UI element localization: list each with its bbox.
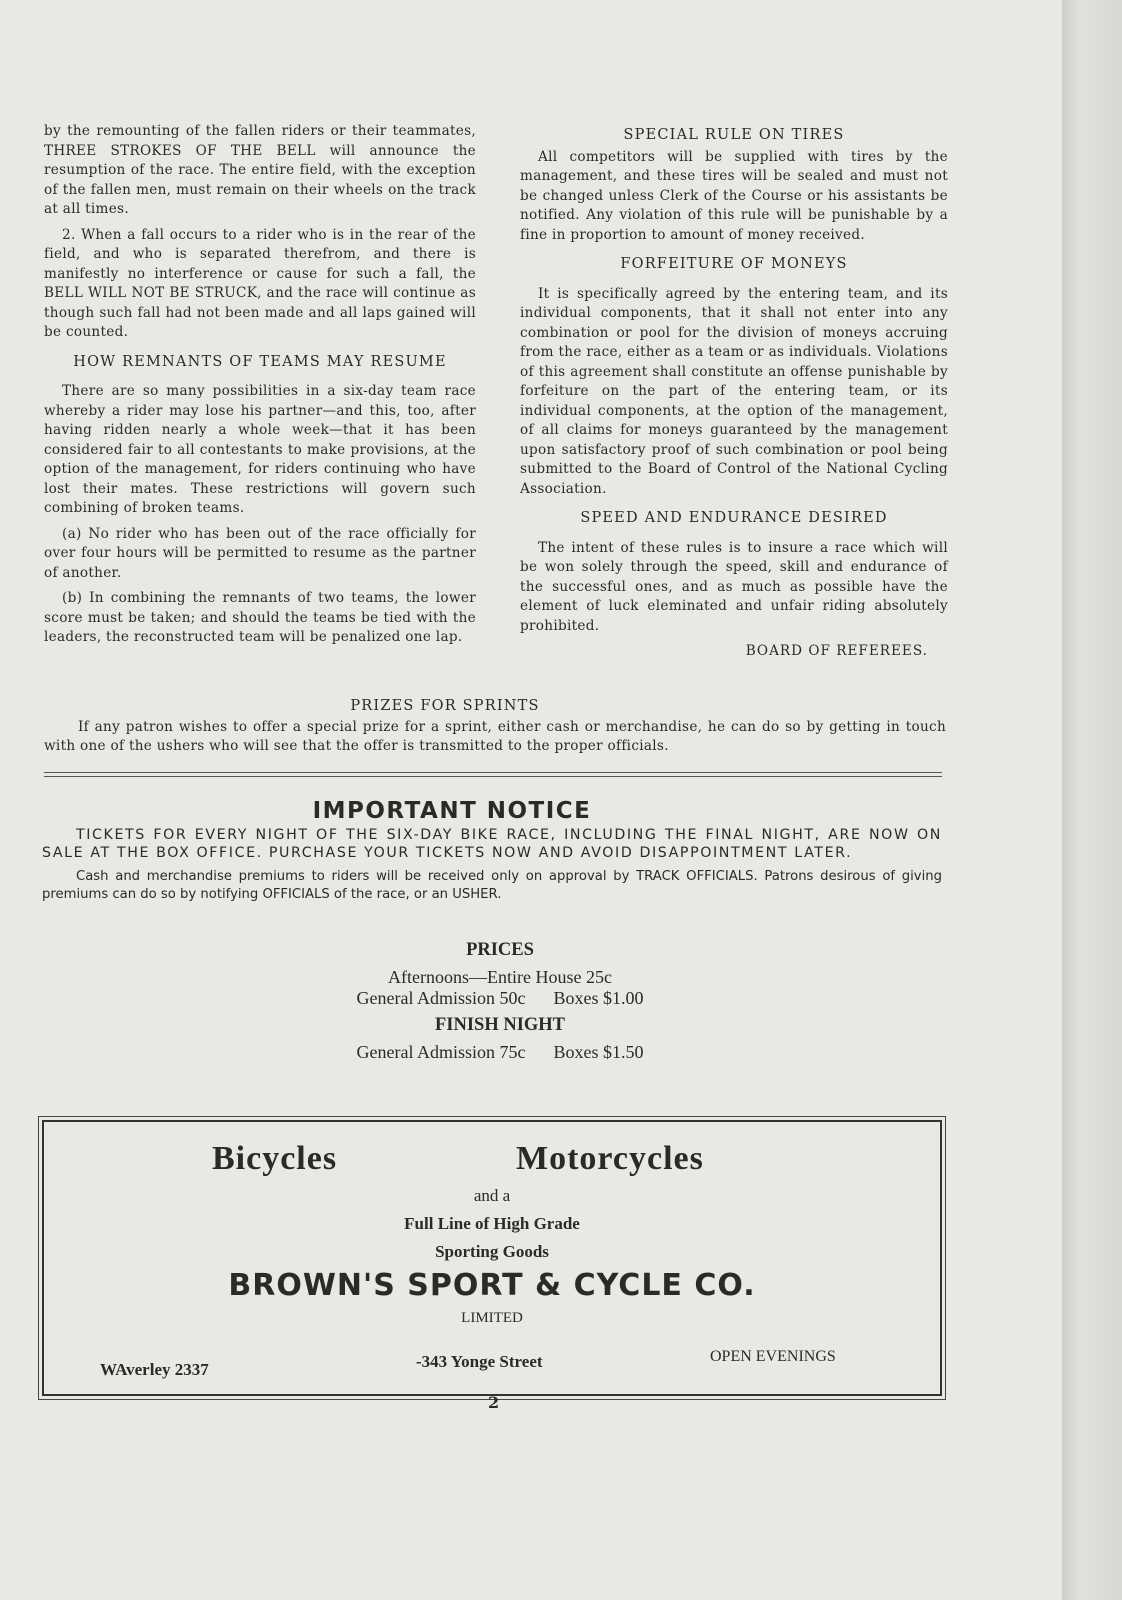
notice-text: TICKETS FOR EVERY NIGHT OF THE SIX-DAY BIKE RACE, INCLUDING THE FINAL NIGHT, ARE NOW ON SALE AT THE BOX OFFICE. PURCHASE YOUR TICKETS NOW AND AVOID DISAPPOINTMENT LATER. [42,827,942,861]
section-heading: HOW REMNANTS OF TEAMS MAY RESUME [73,353,447,370]
advertisement [42,1120,942,1396]
finish-night-heading: FINISH NIGHT [434,1015,566,1035]
paragraph: All competitors will be supplied with tires by the management, and these tires will be sealed and must not be changed unless Clerk of the Course or his assistants be notified. Any violation of this rule will be punishable by a fine in proportion to amount of money received. [520,148,948,243]
sprints-section [44,697,946,756]
prices-heading: PRICES [466,940,534,960]
paragraph: 2. When a fall occurs to a rider who is in the rear of the field, and who is separated therefrom, and there is manifestly no interference or cause for such a fall, the BELL WILL NOT BE STRUCK, and the race will continue as though such fall had not been made and all laps gained will be counted. [44,226,476,340]
price-general: General Admission 50c [356,988,526,1008]
section-heading: SPECIAL RULE ON TIRES [623,127,845,143]
ad-company: BROWN'S SPORT & CYCLE CO. [228,1268,756,1303]
ad-limited: LIMITED [461,1310,523,1326]
ad-sporting: Sporting Goods [435,1242,549,1261]
paragraph: (b) In combining the remnants of two teams, the lower score must be taken; and should the teams be tied with the leaders, the reconstructed team will be penalized one lap. [44,590,476,645]
paragraph: It is specifically agreed by the entering team, and its individual components, that it shall not enter into any combination or pool for the division of moneys accruing from the race, either as a team or as individuals. Violations of this agreement shall constitute an offense punishable by forfeiture on the part of the entering team, or its individual components, at the option of the management, of all claims for moneys guaranteed by the management upon satisfactory proof of such combination or pool being submitted to the Board of Control of the National Cycling Association. [520,285,948,497]
section-heading: FORFEITURE OF MONEYS [620,256,848,272]
price-row [250,988,750,1009]
page-edge [1062,0,1122,1600]
paragraph: (a) No rider who has been out of the race officially for over four hours will be permitted to resume as the partner of another. [44,525,476,581]
paragraph: The intent of these rules is to insure a race which will be won solely through the speed, skill and endurance of the successful ones, and as much as possible have the element of luck eleminated and unfair riding absolutely prohibited. [520,539,948,634]
page-number: 2 [488,1393,500,1412]
ad-and-a: and a [473,1186,511,1205]
ad-bicycles: Bicycles [212,1140,338,1177]
price-finish-general: General Admission 75c [356,1042,526,1062]
premiums-text: Cash and merchandise premiums to riders will be received only on approval by TRACK OFFICIALS. Patrons desirous of giving premiums can do so by notifying OFFICIALS of the race, or an USHER. [42,869,942,902]
prices-section [250,940,750,1063]
price-row [250,1042,750,1063]
right-column [520,126,948,662]
left-column [44,122,476,654]
paragraph: by the remounting of the fallen riders or their teammates, THREE STROKES OF THE BELL will announce the resumption of the race. The entire field, with the exception of the fallen men, must remain on their wheels on the track at all times. [44,123,476,217]
important-notice [42,798,942,904]
ad-hours: OPEN EVENINGS [710,1348,836,1365]
signature: BOARD OF REFEREES. [745,643,928,659]
ad-motorcycles: Motorcycles [516,1140,704,1177]
notice-title: IMPORTANT NOTICE [312,798,592,824]
ad-full-line: Full Line of High Grade [404,1214,580,1233]
section-heading: PRIZES FOR SPRINTS [350,698,540,714]
divider [44,772,942,777]
section-heading: SPEED AND ENDURANCE DESIRED [580,510,888,526]
price-afternoons: Afternoons—Entire House 25c [388,967,612,987]
paragraph: There are so many possibilities in a six-day team race whereby a rider may lose his partner—and this, too, after having ridden nearly a whole week—that it has been considered fair to all contestants to make provisions, at the option of the management, for riders continuing who have lost their mates. These restrictions will govern such combining of broken teams. [44,383,476,516]
ad-phone: WAverley 2337 [100,1360,209,1379]
price-finish-boxes: Boxes $1.50 [553,1042,644,1062]
paragraph: If any patron wishes to offer a special prize for a sprint, either cash or merchandise, he can do so by getting in touch with one of the ushers who will see that the offer is transmitted to the proper officials. [44,719,946,754]
ad-address: -343 Yonge Street [416,1352,543,1371]
price-boxes: Boxes $1.00 [553,988,644,1008]
